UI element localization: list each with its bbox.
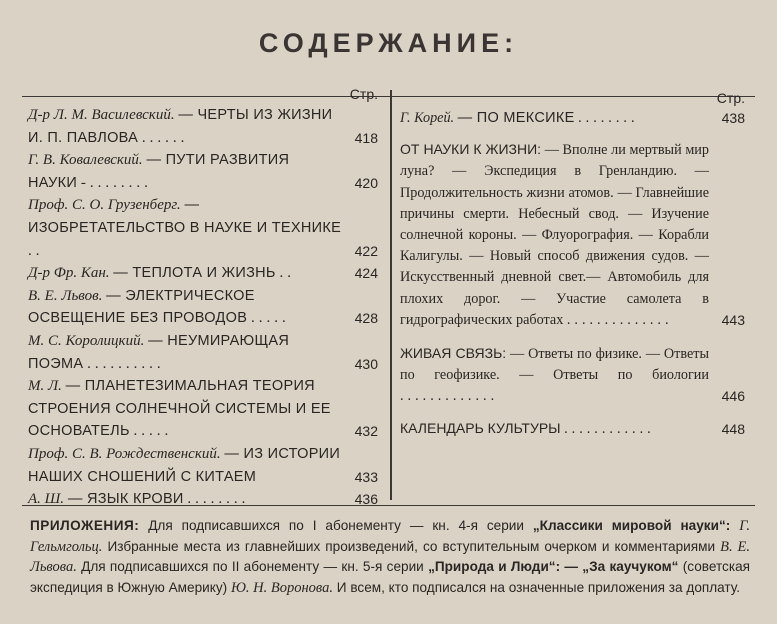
entry-page: 424 (354, 265, 378, 282)
series-title: „Природа и Люди“: (428, 559, 561, 574)
entry-author: М. С. Королицкий. (28, 332, 145, 349)
supplement-author: Ю. Н. Воронова. (230, 579, 333, 596)
entry-text: — Вполне ли мертвый мир луна? — Экспедиция в Гренландию. — Продолжительность жизни атомов. — Главнейшие причины смерти. Небесный свод. — Изучение солнечной короны. — Флуорография. — Корабли Калигулы. — Новый способ движения судов. — Искусственный дневной свет.— Автомобиль для плохих дорог. — Участие самолета в гидрографических работах (400, 142, 709, 328)
entry-title: — ЧЕРТЫ ИЗ ЖИЗНИ И. П. ПАВЛОВА (28, 107, 333, 146)
entry-title: — ПО МЕКСИКЕ (457, 110, 575, 126)
entry-author: Д-р Фр. Кан. (28, 265, 110, 282)
entry-title: — ТЕПЛОТА И ЖИЗНЬ (113, 265, 276, 282)
entry-text: — Ответы по физике. — Ответы по геофизике. — Ответы по биологии (400, 346, 710, 384)
section-heading: КАЛЕНДАРЬ КУЛЬТУРЫ (400, 419, 561, 436)
supplement-text: Для подписавшихся по II абонементу — кн. 5-я серии (81, 559, 424, 574)
entry-title: — НЕУМИРАЮЩАЯ ПОЭМА (28, 332, 290, 372)
page-column-header: Стр. (349, 86, 378, 102)
toc-entry: Проф. С. О. Грузенберг. —ИЗОБРЕТАТЕЛЬСТВО В НАУКЕ И ТЕХНИКЕ .. 422 (28, 194, 378, 262)
supplement-text: Избранные места из главнейших произведений, со вступительным очерком и комментариями (107, 538, 716, 554)
column-divider (390, 90, 392, 500)
entry-page: 436 (354, 491, 378, 508)
entry-author: Г. В. Ковалевский. (28, 152, 143, 169)
toc-entry: А. Ш. — ЯЗЫК КРОВИ ........ 436 (28, 488, 378, 511)
supplement-author: Г. Гельмгольц. (30, 518, 750, 555)
entry-page: 438 (721, 110, 745, 126)
entry-page: 420 (354, 174, 378, 191)
entry-page: 418 (354, 129, 378, 146)
supplement-author: В. Е. Львова. (30, 538, 750, 575)
toc-entry: КАЛЕНДАРЬ КУЛЬТУРЫ ............ 448 (400, 418, 745, 440)
toc-entry: Г. Корей. — ПО МЕКСИКЕ ........ 438 (400, 108, 745, 129)
entry-title: — ЯЗЫК КРОВИ (67, 491, 184, 508)
toc-entry: М. Л. — ПЛАНЕТЕЗИМАЛЬНАЯ ТЕОРИЯ СТРОЕНИЯ СОЛНЕЧНОЙ СИСТЕМЫ И ЕЕ ОСНОВАТЕЛЬ ..... 432 (28, 375, 378, 443)
section-heading: ЖИВАЯ СВЯЗЬ: (400, 345, 507, 362)
toc-entry: ОТ НАУКИ К ЖИЗНИ: — Вполне ли мертвый мир луна? — Экспедиция в Гренландию. — Продолжительность жизни атомов. — Главнейшие причины смерти. Небесный свод. — Изучение солнечной короны. — Флуорография. — Корабли Калигулы. — Новый способ движения судов. — Искусственный дневной свет.— Автомобиль для плохих дорог. — Участие самолета в гидрографических работах .............. 443 (400, 139, 745, 331)
toc-entry: Г. В. Ковалевский. — ПУТИ РАЗВИТИЯ НАУКИ -........ 420 (28, 149, 378, 194)
entry-page: 432 (354, 423, 378, 440)
book-title: — „За каучуком“ (564, 559, 679, 574)
entry-author: В. Е. Львов. (28, 287, 103, 304)
entry-page: 433 (354, 468, 378, 485)
toc-entry: Д-р Л. М. Василевский. — ЧЕРТЫ ИЗ ЖИЗНИ И. П. ПАВЛОВА ...... 418 (28, 104, 378, 149)
section-heading: ОТ НАУКИ К ЖИЗНИ: (400, 141, 542, 158)
entry-title: — ИЗ ИСТОРИИ НАШИХ СНОШЕНИЙ С КИТАЕМ (28, 445, 341, 485)
entry-author: Проф. С. О. Грузенберг. (28, 197, 181, 214)
entry-title: — ЭЛЕКТРИЧЕСКОЕ ОСВЕЩЕНИЕ БЕЗ ПРОВОДОВ (28, 287, 255, 327)
entry-page: 422 (354, 242, 378, 259)
entry-page: 430 (354, 355, 378, 372)
toc-entry: М. С. Королицкий. — НЕУМИРАЮЩАЯ ПОЭМА .......... 430 (28, 330, 378, 375)
entry-title: —ИЗОБРЕТАТЕЛЬСТВО В НАУКЕ И ТЕХНИКЕ (28, 197, 342, 236)
right-column (400, 86, 745, 440)
supplements-label: ПРИЛОЖЕНИЯ: (30, 518, 140, 533)
entry-page: 428 (354, 310, 378, 327)
supplement-text: (советская экспедиция в Южную Америку) (30, 559, 751, 595)
page-title: СОДЕРЖАНИЕ: (258, 28, 519, 58)
entry-author: М. Л. (28, 378, 62, 395)
toc-entry (28, 443, 378, 488)
entry-page: 446 (721, 388, 745, 405)
entry-author: Г. Корей. (400, 110, 455, 126)
entry-author: А. Ш. (28, 491, 65, 508)
entry-title: — ПЛАНЕТЕЗИМАЛЬНАЯ ТЕОРИЯ СТРОЕНИЯ СОЛНЕЧНОЙ СИСТЕМЫ И ЕЕ ОСНОВАТЕЛЬ (28, 378, 331, 440)
toc-entry: В. Е. Львов. — ЭЛЕКТРИЧЕСКОЕ ОСВЕЩЕНИЕ БЕЗ ПРОВОДОВ ..... 428 (28, 285, 378, 330)
toc-entry: Д-р Фр. Кан. — ТЕПЛОТА И ЖИЗНЬ .. 424 (28, 262, 378, 285)
entry-title: — ПУТИ РАЗВИТИЯ НАУКИ (28, 152, 290, 191)
left-column (28, 86, 378, 511)
page-column-header: Стр. (716, 90, 745, 106)
supplement-text: И всем, кто подписался на означенные приложения за доплату. (336, 579, 741, 595)
entry-page: 448 (721, 420, 745, 437)
entry-page: 443 (721, 311, 745, 328)
entry-author: Д-р Л. М. Василевский. (28, 107, 175, 123)
toc-entry: ЖИВАЯ СВЯЗЬ: — Ответы по физике. — Ответы по геофизике. — Ответы по биологии ............. 446 (400, 343, 745, 408)
supplements-note (30, 516, 750, 598)
entry-author: Проф. С. В. Рождественский. (28, 445, 221, 462)
supplement-text: Для подписавшихся по I абонементу — кн. 4-я серии (148, 518, 524, 533)
series-title: „Классики мировой науки“: (532, 518, 731, 533)
